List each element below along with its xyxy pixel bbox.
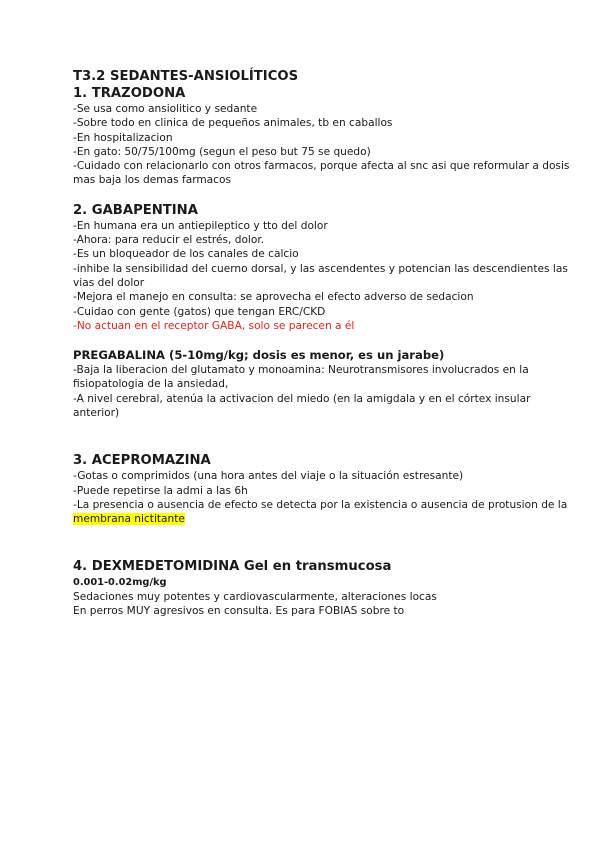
warning-text-line: -No actuan en el receptor GABA, solo se parecen a él <box>73 319 355 332</box>
text-line: -Baja la liberacion del glutamato y monoamina: Neurotransmisores involucrados en la fisiopatologia de la ansiedad, <box>73 364 529 391</box>
text-line: -En gato: 50/75/100mg (segun el peso but 75 se quedo) <box>73 145 371 158</box>
section-body-dexmedetomidina <box>73 590 573 619</box>
text-line: -inhibe la sensibilidad del cuerno dorsal, y las ascendentes y potencian las descendientes las vias del dolor <box>73 262 568 289</box>
text-line: -Cuidado con relacionarlo con otros farmacos, porque afecta al snc asi que reformular a dosis mas baja los demas farmacos <box>73 160 570 187</box>
text-line: -Puede repetirse la admi a las 6h <box>73 484 248 497</box>
section-body-acepromazina <box>73 469 573 526</box>
text-line: Sedaciones muy potentes y cardiovascularmente, alteraciones locas <box>73 590 437 603</box>
text-line: -Ahora: para reducir el estrés, dolor. <box>73 234 265 247</box>
text-line <box>73 498 573 527</box>
text-line: -Se usa como ansiolitico y sedante <box>73 103 258 115</box>
highlighted-text: membrana nictitante <box>73 513 185 526</box>
text-line-prefix: -La presencia o ausencia de efecto se detecta por la existencia o ausencia de protusion de la <box>73 498 568 511</box>
text-line: -Sobre todo en clinica de pequeños animales, tb en caballos <box>73 117 393 130</box>
dose-label: 0.001-0.02mg/kg <box>73 576 167 588</box>
text-line: -A nivel cerebral, atenúa la activacion del miedo (en la amigdala y en el córtex insular anterior) <box>73 392 531 420</box>
text-line: -Cuidao con gente (gatos) que tengan ERC/CKD <box>73 305 326 318</box>
text-line: -Es un bloqueador de los canales de calcio <box>73 248 299 261</box>
section-heading-acepromazina: 3. ACEPROMAZINA <box>73 453 211 469</box>
document-content <box>73 68 573 618</box>
section-heading-dexmedetomidina: 4. DEXMEDETOMIDINA Gel en transmucosa <box>73 558 392 574</box>
section-heading-trazodona: 1. TRAZODONA <box>73 86 186 101</box>
text-line: -En hospitalizacion <box>73 131 173 144</box>
section-heading-gabapentina: 2. GABAPENTINA <box>73 202 198 218</box>
text-line: -Gotas o comprimidos (una hora antes del viaje o la situación estresante) <box>73 470 464 483</box>
text-line: -En humana era un antiepileptico y tto del dolor <box>73 219 328 232</box>
section-heading-pregabalina: PREGABALINA (5-10mg/kg; dosis es menor, es un jarabe) <box>73 348 445 363</box>
text-line: -Mejora el manejo en consulta: se aprovecha el efecto adverso de sedacion <box>73 291 474 304</box>
section-body-pregabalina <box>73 363 573 420</box>
section-body-gabapentina <box>73 219 573 333</box>
section-body-trazodona <box>73 102 573 188</box>
text-line: En perros MUY agresivos en consulta. Es para FOBIAS sobre to <box>73 604 405 617</box>
document-title: T3.2 SEDANTES-ANSIOLÍTICOS <box>73 69 299 84</box>
